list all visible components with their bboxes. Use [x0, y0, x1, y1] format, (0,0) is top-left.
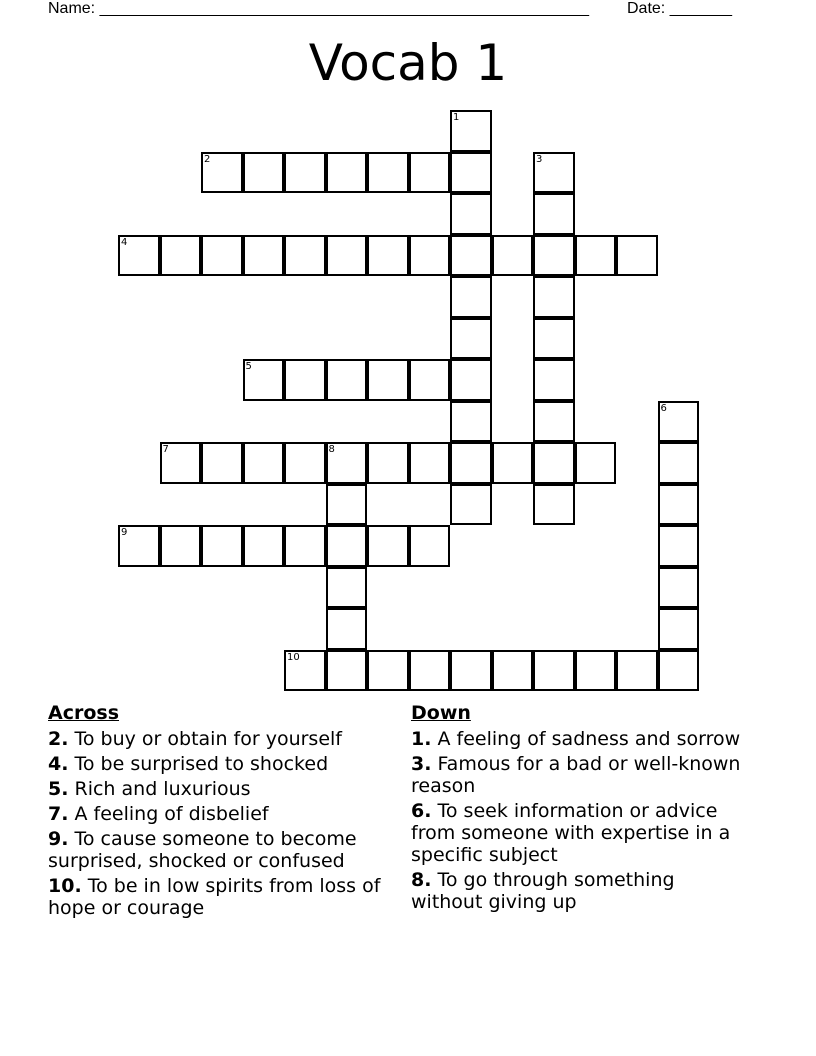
- crossword-cell[interactable]: [409, 152, 451, 194]
- crossword-cell[interactable]: [243, 235, 285, 277]
- clue-number: 2.: [48, 728, 69, 750]
- clue-across: [48, 753, 393, 775]
- crossword-cell[interactable]: [284, 359, 326, 401]
- crossword-cell[interactable]: [450, 152, 492, 194]
- crossword-cell[interactable]: [284, 152, 326, 194]
- clue-number: 3.: [411, 753, 432, 775]
- crossword-cell[interactable]: [326, 484, 368, 526]
- crossword-cell[interactable]: [533, 650, 575, 692]
- clue-number: 7.: [48, 803, 69, 825]
- crossword-cell[interactable]: [533, 276, 575, 318]
- clue-number-label: 1: [453, 112, 460, 123]
- clue-text: To seek information or advice from someone with expertise in a specific subject: [411, 800, 731, 866]
- crossword-cell[interactable]: [658, 401, 700, 443]
- crossword-cell[interactable]: [658, 525, 700, 567]
- crossword-cell[interactable]: [533, 152, 575, 194]
- clue-text: To be in low spirits from loss of hope or courage: [48, 875, 381, 919]
- clue-down: [411, 869, 751, 913]
- crossword-cell[interactable]: [118, 235, 160, 277]
- crossword-cell[interactable]: [533, 318, 575, 360]
- clue-number: 1.: [411, 728, 432, 750]
- crossword-cell[interactable]: [533, 235, 575, 277]
- clue-text: To be surprised to shocked: [74, 753, 329, 775]
- clue-down: [411, 800, 751, 866]
- crossword-cell[interactable]: [160, 235, 202, 277]
- crossword-cell[interactable]: [243, 525, 285, 567]
- crossword-cell[interactable]: [658, 484, 700, 526]
- clue-text: Famous for a bad or well-known reason: [411, 753, 741, 797]
- crossword-cell[interactable]: [367, 442, 409, 484]
- crossword-cell[interactable]: [450, 276, 492, 318]
- clue-text: Rich and luxurious: [74, 778, 251, 800]
- crossword-cell[interactable]: [201, 442, 243, 484]
- crossword-cell[interactable]: [118, 525, 160, 567]
- clue-number-label: 3: [536, 153, 543, 165]
- clue-number: 6.: [411, 800, 432, 822]
- clue-number-label: 4: [121, 236, 128, 248]
- crossword-cell[interactable]: [326, 359, 368, 401]
- crossword-cell[interactable]: [326, 608, 368, 650]
- crossword-cell[interactable]: [326, 442, 368, 484]
- clue-across: [48, 728, 393, 750]
- down-heading: Down: [411, 702, 471, 724]
- clue-text: To cause someone to become surprised, shocked or confused: [48, 828, 357, 872]
- crossword-cell[interactable]: [492, 650, 534, 692]
- crossword-cell[interactable]: [160, 525, 202, 567]
- crossword-cell[interactable]: [409, 359, 451, 401]
- crossword-cell[interactable]: [409, 525, 451, 567]
- clue-number-label: 7: [162, 444, 169, 455]
- crossword-cell[interactable]: [450, 484, 492, 526]
- crossword-cell[interactable]: [616, 235, 658, 277]
- crossword-cell[interactable]: [367, 235, 409, 277]
- crossword-cell[interactable]: [450, 235, 492, 277]
- crossword-cell[interactable]: [492, 235, 534, 277]
- crossword-cell[interactable]: [450, 110, 492, 152]
- crossword-cell[interactable]: [533, 359, 575, 401]
- crossword-cell[interactable]: [284, 442, 326, 484]
- crossword-cell[interactable]: [450, 442, 492, 484]
- crossword-cell[interactable]: [409, 235, 451, 277]
- crossword-cell[interactable]: [533, 401, 575, 443]
- clue-number: 8.: [411, 869, 432, 891]
- across-clues: [48, 702, 393, 922]
- clue-text: To buy or obtain for yourself: [74, 728, 342, 750]
- clue-number-label: 10: [287, 651, 300, 663]
- crossword-cell[interactable]: [450, 318, 492, 360]
- crossword-cell[interactable]: [533, 484, 575, 526]
- clue-down: [411, 753, 751, 797]
- crossword-cell[interactable]: [616, 650, 658, 692]
- clue-text: To go through something without giving up: [411, 869, 675, 913]
- crossword-cell[interactable]: [575, 235, 617, 277]
- crossword-cell[interactable]: [284, 650, 326, 692]
- crossword-cell[interactable]: [326, 650, 368, 692]
- crossword-cell[interactable]: [533, 442, 575, 484]
- crossword-cell[interactable]: [160, 442, 202, 484]
- crossword-cell[interactable]: [409, 650, 451, 692]
- crossword-cell[interactable]: [492, 442, 534, 484]
- clue-across: [48, 778, 393, 800]
- crossword-cell[interactable]: [450, 650, 492, 692]
- clue-number: 5.: [48, 778, 69, 800]
- crossword-cell[interactable]: [367, 525, 409, 567]
- crossword-cell[interactable]: [450, 193, 492, 235]
- crossword-cell[interactable]: [326, 235, 368, 277]
- clue-across: [48, 875, 393, 919]
- clue-number-label: 8: [328, 444, 335, 455]
- crossword-cell[interactable]: [326, 152, 368, 194]
- name-field[interactable]: Name: _______________________________________________________: [48, 0, 589, 17]
- clue-number-label: 2: [204, 153, 211, 165]
- crossword-cell[interactable]: [243, 442, 285, 484]
- crossword-cell[interactable]: [284, 235, 326, 277]
- clue-across: [48, 803, 393, 825]
- crossword-cell[interactable]: [450, 401, 492, 443]
- page-title: Vocab 1: [308, 34, 508, 92]
- crossword-cell[interactable]: [201, 152, 243, 194]
- crossword-cell[interactable]: [658, 650, 700, 692]
- crossword-cell[interactable]: [243, 152, 285, 194]
- crossword-cell[interactable]: [409, 442, 451, 484]
- crossword-cell[interactable]: [326, 525, 368, 567]
- crossword-cell[interactable]: [201, 235, 243, 277]
- crossword-cell[interactable]: [367, 359, 409, 401]
- clue-text: A feeling of sadness and sorrow: [437, 728, 741, 750]
- crossword-cell[interactable]: [575, 442, 617, 484]
- clue-down: [411, 728, 751, 750]
- crossword-cell[interactable]: [533, 193, 575, 235]
- clue-text: A feeling of disbelief: [74, 803, 269, 825]
- clue-number-label: 5: [245, 361, 252, 372]
- clue-number-label: 9: [121, 527, 128, 538]
- crossword-cell[interactable]: [284, 525, 326, 567]
- clue-number: 9.: [48, 828, 69, 850]
- crossword-cell[interactable]: [326, 567, 368, 609]
- clue-number: 4.: [48, 753, 69, 775]
- date-field[interactable]: Date: _______: [627, 0, 732, 17]
- crossword-cell[interactable]: [658, 442, 700, 484]
- crossword-cell[interactable]: [450, 359, 492, 401]
- crossword-cell[interactable]: [367, 650, 409, 692]
- clue-number: 10.: [48, 875, 82, 897]
- crossword-cell[interactable]: [367, 152, 409, 194]
- across-heading: Across: [48, 702, 120, 724]
- crossword-cell[interactable]: [201, 525, 243, 567]
- crossword-cell[interactable]: [575, 650, 617, 692]
- clue-across: [48, 828, 393, 872]
- crossword-cell[interactable]: [658, 567, 700, 609]
- down-clues: [411, 702, 751, 916]
- clue-number-label: 6: [660, 402, 667, 414]
- crossword-cell[interactable]: [243, 359, 285, 401]
- crossword-cell[interactable]: [658, 608, 700, 650]
